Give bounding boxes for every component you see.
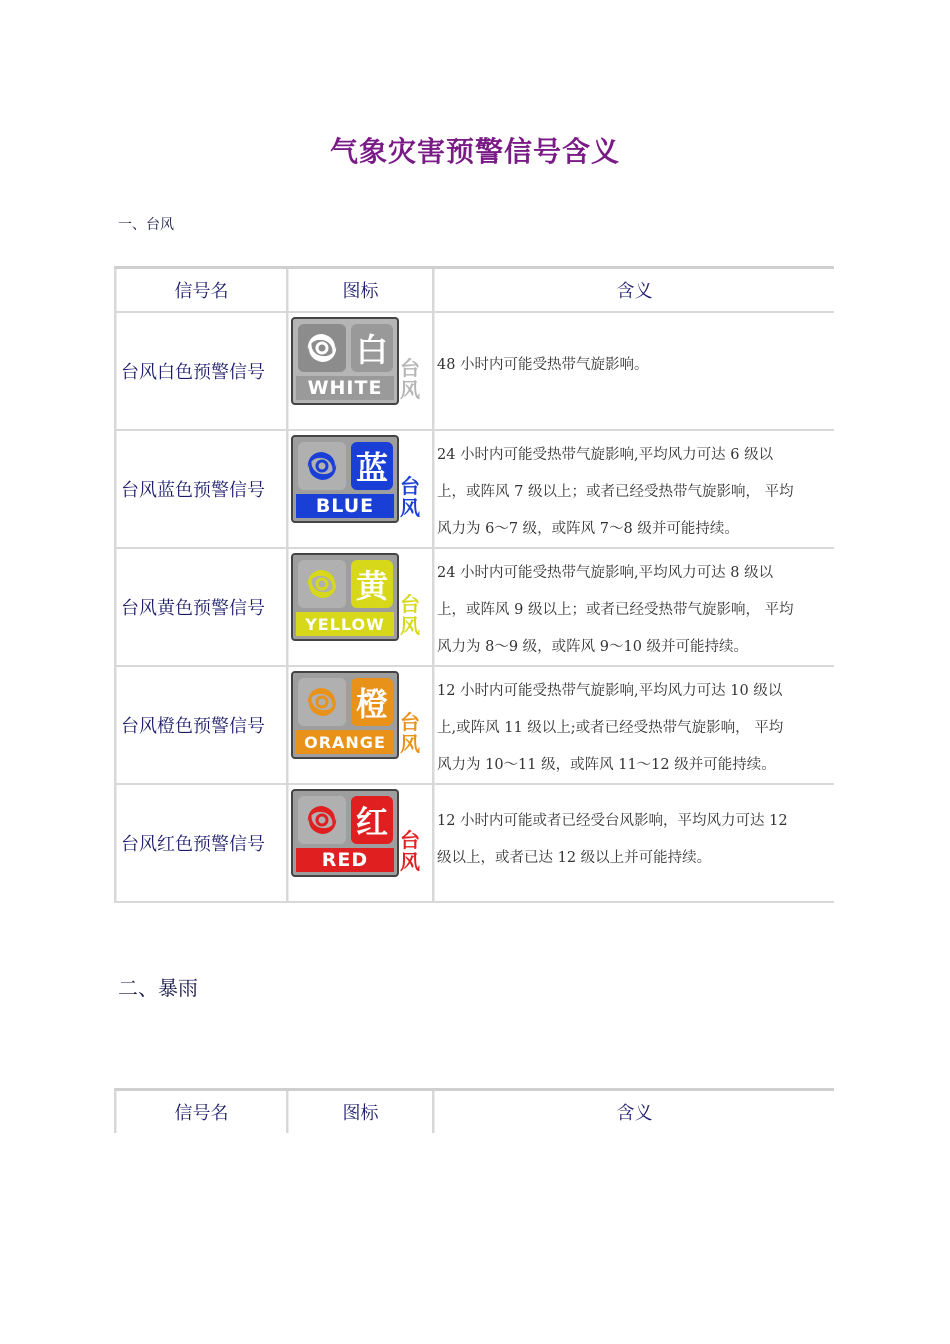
header-signal-name: 信号名 — [116, 1091, 288, 1133]
section-heading-typhoon: 一、台风 — [118, 217, 174, 233]
typhoon-signal-icon — [291, 671, 399, 759]
meaning-line: 风力为 6～7 级，或阵风 7～8 级并可能持续。 — [437, 521, 739, 537]
typhoon-vertical-label — [399, 711, 421, 755]
signal-level-character: 红 — [351, 796, 393, 844]
table-row — [116, 313, 834, 431]
vertical-char: 台 — [400, 828, 420, 852]
signal-name: 台风黄色预警信号 — [116, 549, 288, 665]
page-title: 气象灾害预警信号含义 — [329, 135, 620, 168]
typhoon-vertical-label — [399, 593, 421, 637]
vertical-char: 台 — [400, 356, 420, 380]
signal-icon-cell — [288, 667, 434, 783]
typhoon-vertical-label — [399, 357, 421, 401]
header-icon: 图标 — [288, 1091, 434, 1133]
meaning-line: 上,或阵风 11 级以上;或者已经受热带气旋影响， 平均 — [437, 720, 784, 736]
signal-level-character: 橙 — [351, 678, 393, 726]
table-header-row — [116, 269, 834, 313]
table-row — [116, 431, 834, 549]
signal-level-word: YELLOW — [296, 612, 394, 636]
signal-level-character: 黄 — [351, 560, 393, 608]
cyclone-icon — [298, 442, 346, 490]
header-meaning: 含义 — [434, 1091, 834, 1133]
signal-icon-cell — [288, 549, 434, 665]
meaning-line: 风力为 10～11 级，或阵风 11～12 级并可能持续。 — [437, 757, 776, 773]
signal-icon-cell — [288, 313, 434, 429]
vertical-char: 风 — [400, 850, 420, 874]
signal-level-word: RED — [296, 848, 394, 872]
cyclone-icon — [298, 796, 346, 844]
meaning-line: 上，或阵风 7 级以上；或者已经受热带气旋影响， 平均 — [437, 484, 794, 500]
vertical-char: 台 — [400, 592, 420, 616]
signal-name: 台风蓝色预警信号 — [116, 431, 288, 547]
section-heading-rainstorm: 二、暴雨 — [118, 976, 198, 1000]
signal-meaning — [434, 549, 834, 665]
typhoon-signal-table — [114, 266, 834, 903]
typhoon-vertical-label — [399, 829, 421, 873]
meaning-line: 24 小时内可能受热带气旋影响,平均风力可达 6 级以 — [437, 447, 774, 463]
table-header-row — [116, 1091, 834, 1133]
meaning-line: 24 小时内可能受热带气旋影响,平均风力可达 8 级以 — [437, 565, 774, 581]
signal-level-character: 蓝 — [351, 442, 393, 490]
vertical-char: 台 — [400, 474, 420, 498]
cyclone-icon — [298, 324, 346, 372]
meaning-line: 48 小时内可能受热带气旋影响。 — [437, 357, 649, 373]
signal-meaning — [434, 785, 834, 901]
signal-name: 台风橙色预警信号 — [116, 667, 288, 783]
table-body — [116, 313, 834, 903]
meaning-line: 风力为 8～9 级，或阵风 9～10 级并可能持续。 — [437, 639, 749, 655]
typhoon-signal-icon — [291, 553, 399, 641]
header-signal-name: 信号名 — [116, 269, 288, 311]
vertical-char: 风 — [400, 378, 420, 402]
meaning-line: 12 小时内可能或者已经受台风影响，平均风力可达 12 — [437, 813, 788, 829]
signal-name: 台风白色预警信号 — [116, 313, 288, 429]
signal-level-character: 白 — [351, 324, 393, 372]
vertical-char: 风 — [400, 496, 420, 520]
meaning-line: 级以上，或者已达 12 级以上并可能持续。 — [437, 850, 712, 866]
header-meaning: 含义 — [434, 269, 834, 311]
meaning-line: 上，或阵风 9 级以上；或者已经受热带气旋影响， 平均 — [437, 602, 794, 618]
meaning-line: 12 小时内可能受热带气旋影响,平均风力可达 10 级以 — [437, 683, 783, 699]
vertical-char: 风 — [400, 614, 420, 638]
vertical-char: 台 — [400, 710, 420, 734]
table-row — [116, 549, 834, 667]
signal-meaning — [434, 313, 834, 429]
typhoon-signal-icon — [291, 435, 399, 523]
table-row — [116, 785, 834, 903]
signal-meaning — [434, 667, 834, 783]
signal-icon-cell — [288, 785, 434, 901]
typhoon-vertical-label — [399, 475, 421, 519]
signal-meaning — [434, 431, 834, 547]
table-row — [116, 667, 834, 785]
signal-level-word: ORANGE — [296, 730, 394, 754]
vertical-char: 风 — [400, 732, 420, 756]
signal-name: 台风红色预警信号 — [116, 785, 288, 901]
cyclone-icon — [298, 560, 346, 608]
typhoon-signal-icon — [291, 317, 399, 405]
signal-level-word: BLUE — [296, 494, 394, 518]
signal-icon-cell — [288, 431, 434, 547]
cyclone-icon — [298, 678, 346, 726]
rainstorm-signal-table — [114, 1088, 834, 1133]
signal-level-word: WHITE — [296, 376, 394, 400]
typhoon-signal-icon — [291, 789, 399, 877]
header-icon: 图标 — [288, 269, 434, 311]
